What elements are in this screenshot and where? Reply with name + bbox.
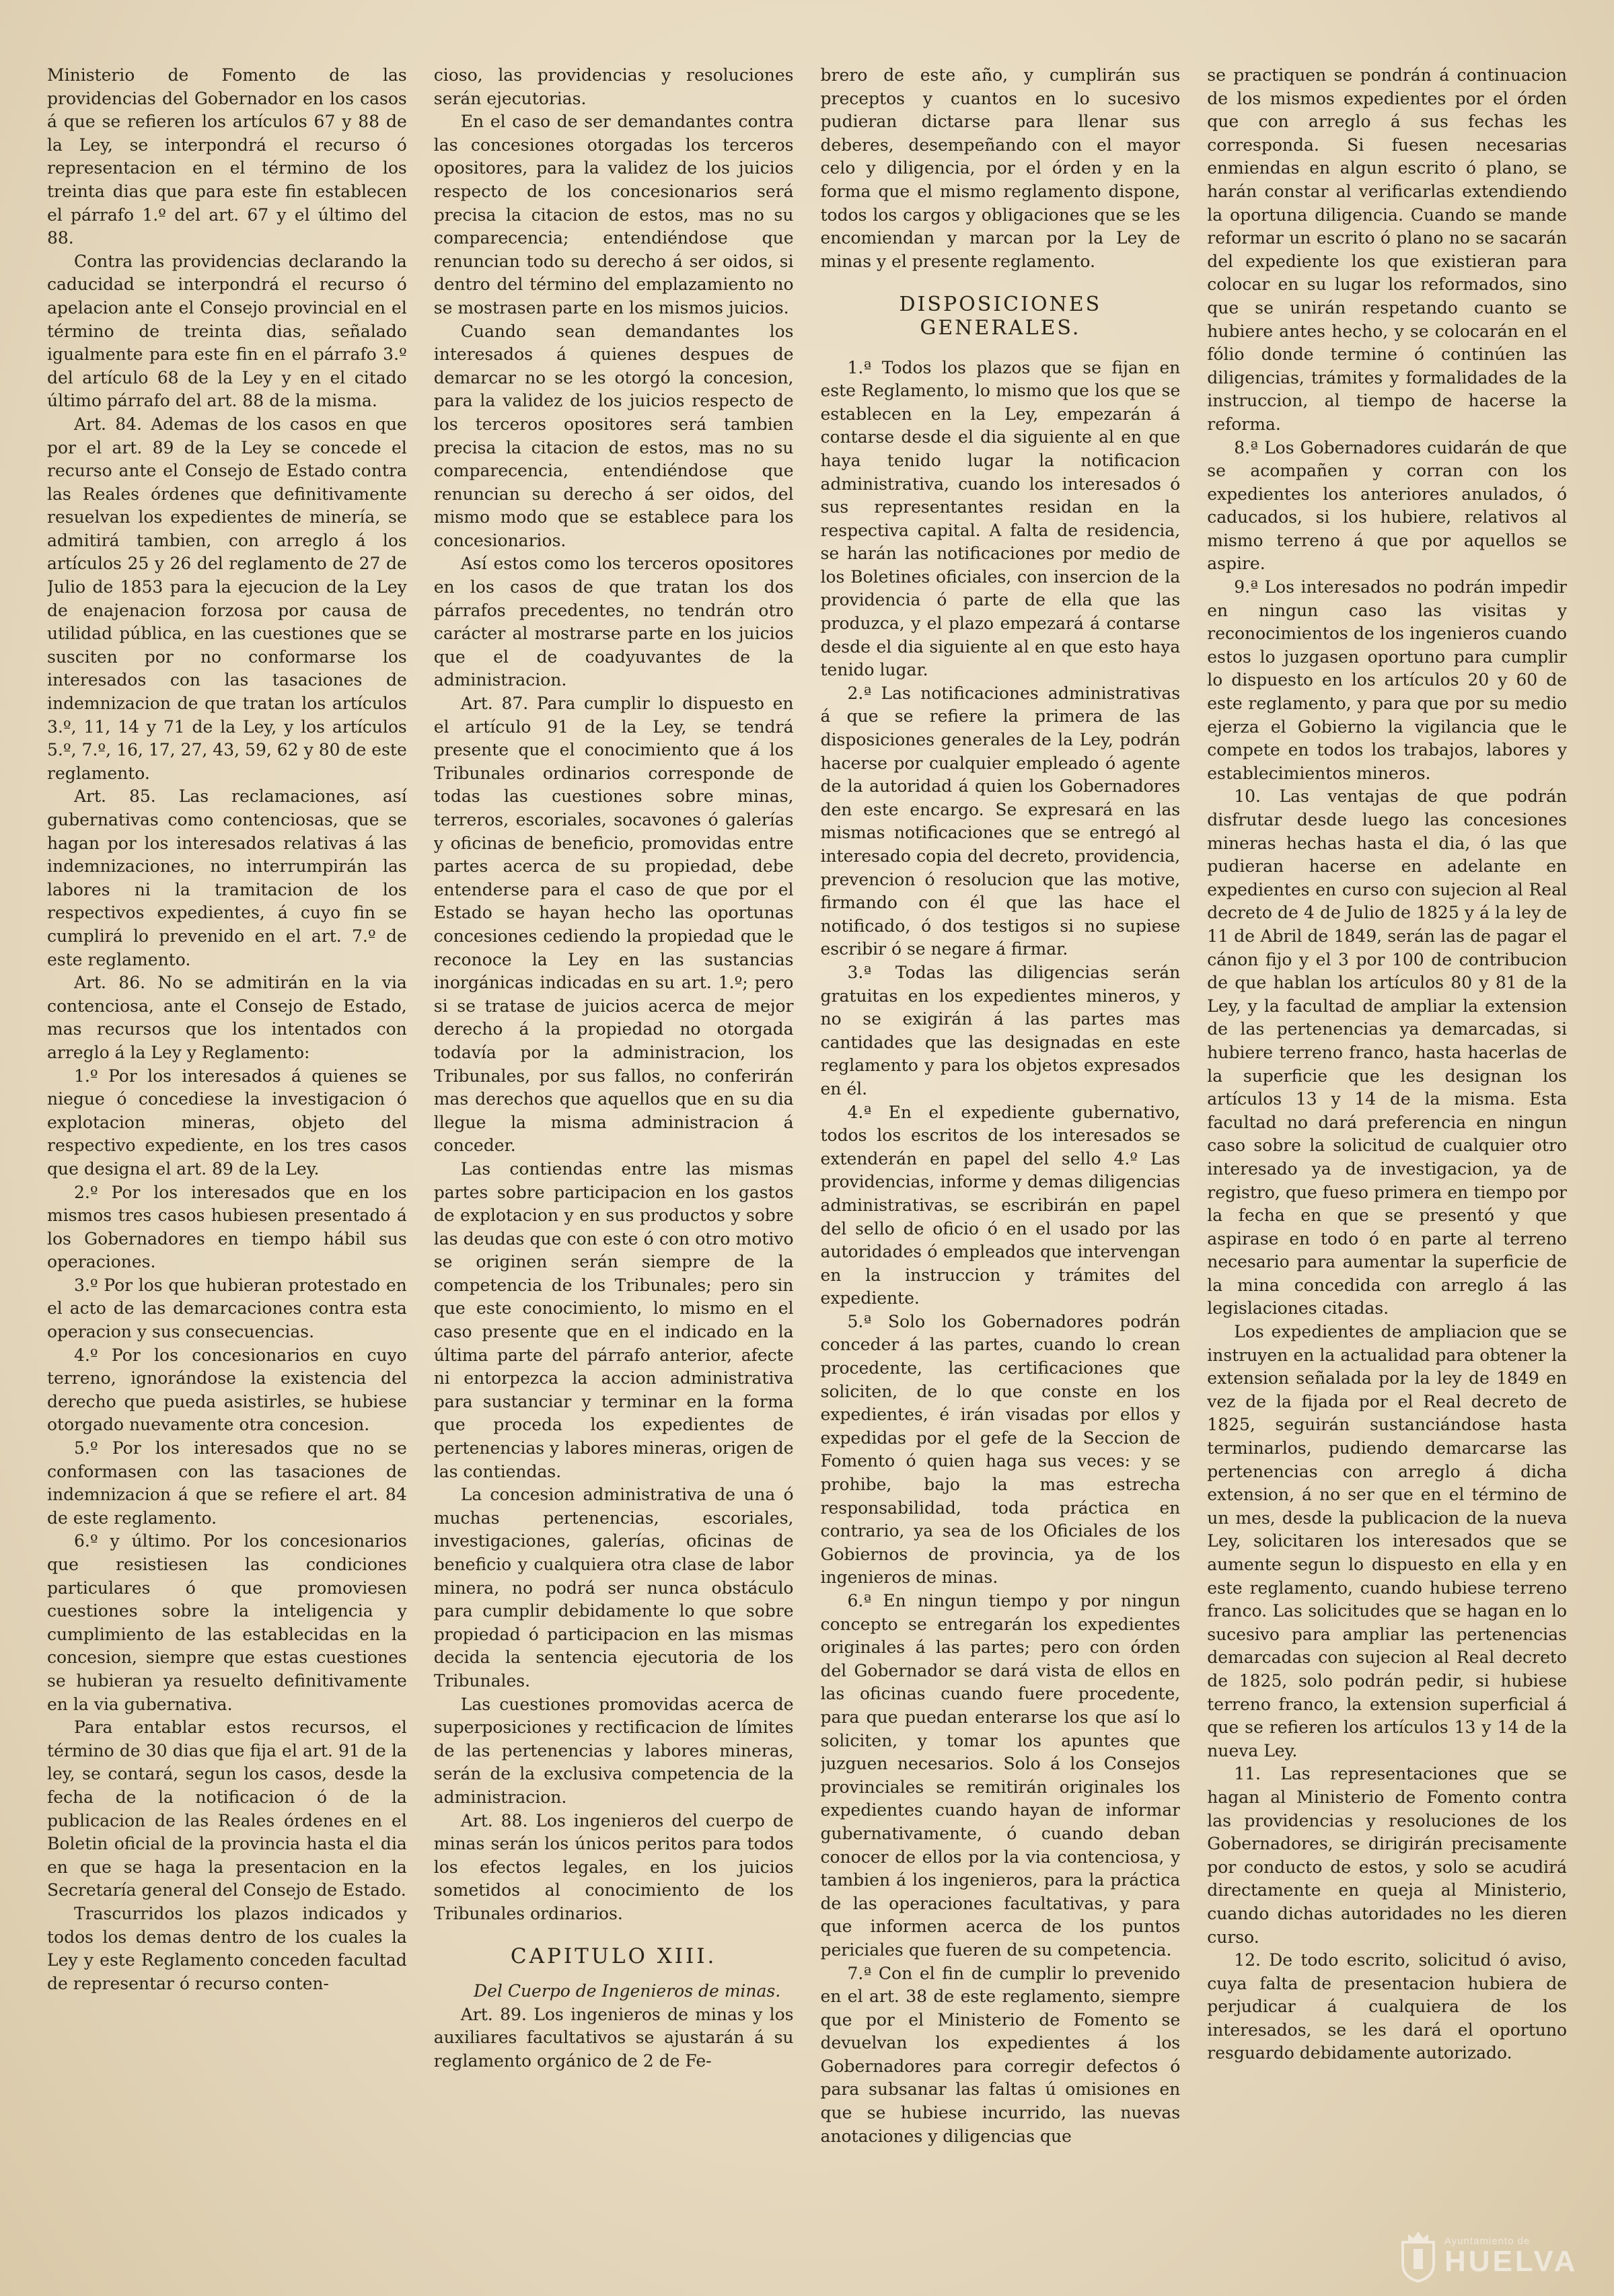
chapter-heading: CAPITULO XIII. xyxy=(510,1943,717,1968)
provision-3: 3.ª Todas las diligencias serán gratuitas en los expedientes mineros, y no se exigirán á las partes mas cantidades que las designadas en este reglamento y para los objetos expresados en él. xyxy=(820,962,1181,1099)
paragraph: cioso, las providencias y resoluciones serán ejecutorias. xyxy=(433,65,794,108)
provision-11: 11. Las representaciones que se hagan al Ministerio de Fomento contra las providencias y resoluciones de los Gobernadores, se dirigirán precisamente por conducto de estos, y solo se acudirá directamente en queja al Ministerio, cuando dichas autoridades no les dieren curso. xyxy=(1207,1764,1567,1947)
column-3 xyxy=(821,64,1181,2256)
paragraph: En el caso de ser demandantes contra las concesiones otorgadas los terceros opositores, para la validez de los juicios respecto de los concesionarios será precisa la citacion de estos, mas no su comparecencia; entendiéndose que renuncian todo su derecho á ser oidos, si dentro del término del emplazamiento no se mostrasen parte en los mismos juicios. xyxy=(433,112,794,318)
provision-5: 5.ª Solo los Gobernadores podrán conceder á las partes, cuando lo crean procedente, las certificaciones que soliciten, de lo que conste en los expedientes, é irán visadas por ellos y expedidas por el gefe de la Seccion de Fomento ó quien haga sus veces: y se prohibe, bajo la mas estrecha responsabilidad, toda práctica en contrario, ya sea de los Oficiales de los Gobiernos de provincia, ya de los ingenieros de minas. xyxy=(820,1311,1181,1588)
section-heading: DISPOSICIONES GENERALES. xyxy=(899,293,1102,340)
list-item: 3.º Por los que hubieran protestado en el acto de las demarcaciones contra esta operacion y sus consecuencias. xyxy=(47,1275,407,1342)
list-item: 2.º Por los interesados que en los mismos tres casos hubiesen presentado á los Gobernadores en tiempo hábil sus operaciones. xyxy=(47,1182,407,1272)
paragraph: brero de este año, y cumplirán sus preceptos y cuantos en lo sucesivo pudieran dictarse para llenar sus deberes, desempeñando con el mayor celo y diligencia, por el órden y en la forma que el mismo reglamento dispone, todos los cargos y obligaciones que se les encomiendan y marcan por la Ley de minas y el presente reglamento. xyxy=(820,65,1181,271)
provision-4: 4.ª En el expediente gubernativo, todos los escritos de los interesados se extenderán en papel del sello 4.º Las providencias, informe y demas diligencias administrativas, se escribirán en papel del sello de oficio ó en el usado por las autoridades ó empleados que intervengan en la instruccion y trámites del expediente. xyxy=(820,1102,1181,1308)
watermark-text xyxy=(1444,2235,1578,2276)
huelva-watermark xyxy=(1399,2225,1601,2287)
article-86: Art. 86. No se admitirán en la via contenciosa, ante el Consejo de Estado, mas recursos que los intentados con arreglo á la Ley y Reglamento: xyxy=(47,973,407,1062)
provision-9: 9.ª Los interesados no podrán impedir en ningun caso las visitas y reconocimientos de los ingenieros cuando estos lo juzgasen oportuno para cumplir lo dispuesto en los artículos 20 y 60 de este reglamento, y para que por su medio ejerza el Gobierno la vigilancia que le compete en todos los trabajos, labores y establecimientos mineros. xyxy=(1207,577,1567,783)
provision-10: 10. Las ventajas de que podrán disfrutar desde luego las concesiones mineras hechas hasta el dia, ó las que pudieran hacerse en adelante en expedientes en curso con sujecion al Real decreto de 4 de Julio de 1825 y á la ley de 11 de Abril de 1849, serán las de pagar el cánon fijo y el 3 por 100 de contribucion de que hablan los artículos 80 y 81 de la Ley, y la facultad de ampliar la extension de las pertenencias ya demarcadas, si hubiere terreno franco, hasta hacerlas de la superficie que les designan los artículos 13 y 14 de la misma. Esta facultad no dará preferencia en ningun caso sobre la solicitud de cualquier otro interesado ya de investigacion, ya de registro, que fueso primera en tiempo por la fecha en que se presentó y que aspirase en todo ó en parte al terreno necesario para aumentar la superficie de la mina concedida con arreglo á las legislaciones citadas. xyxy=(1207,786,1567,1319)
provision-2: 2.ª Las notificaciones administrativas á que se refiere la primera de las disposiciones generales de la Ley, podrán hacerse por cualquier empleado ó agente de la autoridad á quien los Gobernadores den este encargo. Se expresará en las mismas notificaciones que se entregó al interesado copia del decreto, providencia, prevencion ó resolucion que las motive, firmando con él que las hace el notificado, ó dos testigos si no supiese escribir ó se negare á firmar. xyxy=(820,683,1181,959)
chapter-subtitle: Del Cuerpo de Ingenieros de minas. xyxy=(474,1981,781,2001)
article-88: Art. 88. Los ingenieros del cuerpo de minas serán los únicos peritos para todos los efectos legales, en los juicios sometidos al conocimiento de los Tribunales ordinarios. xyxy=(433,1810,794,1923)
paragraph: se practiquen se pondrán á continuacion de los mismos expedientes por el órden que con arreglo á sus fechas les corresponda. Si fuesen necesarias enmiendas en algun escrito ó plano, se harán constar al verificarlas extendiendo la oportuna diligencia. Cuando se mande reformar un escrito ó plano no se sacarán del expediente los que existieran para colocar en su lugar los reformados, sino que se unirán respetando cuanto se hubiere antes hecho, y se colocarán en el fólio donde termine ó continúen las diligencias, trámites y formalidades de la instruccion, al tiempo de hacerse la reforma. xyxy=(1207,65,1567,434)
paragraph: Trascurridos los plazos indicados y todos los demas dentro de los cuales la Ley y este Reglamento conceden facultad de representar ó recurso conten- xyxy=(47,1903,407,1993)
list-item: 4.º Por los concesionarios en cuyo terreno, ignorándose la existencia del derecho que pueda asistirles, se hubiese otorgado nuevamente otra concesion. xyxy=(47,1345,407,1435)
text-columns xyxy=(47,64,1567,2256)
paragraph: Ministerio de Fomento de las providencias del Gobernador en los casos á que se refieren los artículos 67 y 88 de la Ley, se interpondrá el recurso ó representacion en el término de los treinta dias que para este fin establecen el párrafo 1.º del art. 67 y el último del 88. xyxy=(47,65,407,248)
provision-6: 6.ª En ningun tiempo y por ningun concepto se entregarán los expedientes originales á las partes; pero con órden del Gobernador se dará vista de ellos en las oficinas cuando fuere procedente, para que puedan enterarse los que así lo soliciten, y tomar los apuntes que juzguen necesarios. Solo á los Consejos provinciales se remitirán originales los expedientes cuando hayan de informar gubernativamente, ó cuando deban conocer de ellos por la via contenciosa, y tambien á los ingenieros, para la práctica de las operaciones facultativas, y para que informen acerca de los puntos periciales que fueren de su competencia. xyxy=(820,1591,1181,1960)
huelva-crest-icon xyxy=(1399,2229,1438,2283)
paragraph: Cuando sean demandantes los interesados á quienes despues de demarcar no se les otorgó la concesion, para la validez de los juicios respecto de los terceros opositores será tambien precisa la citacion de estos, mas no su comparecencia, entendiéndose que renuncian su derecho á ser oidos, del mismo modo que se establece para los concesionarios. xyxy=(433,321,794,550)
paragraph: Contra las providencias declarando la caducidad se interpondrá el recurso ó apelacion ante el Consejo provincial en el término de treinta dias, señalado igualmente para este fin en el párrafo 3.º del artículo 68 de la Ley y en el citado último párrafo del art. 88 de la misma. xyxy=(47,251,407,411)
watermark-top: Ayuntamiento de xyxy=(1444,2235,1531,2247)
list-item: 1.º Por los interesados á quienes se niegue ó concediese la investigacion ó explotacion mineras, objeto del respectivo expediente, en los tres casos que designa el art. 89 de la Ley. xyxy=(47,1066,407,1179)
column-2 xyxy=(434,64,794,2256)
paragraph: Para entablar estos recursos, el término de 30 dias que fija el art. 91 de la ley, se contará, segun los casos, desde la fecha de la notificacion ó de la publicacion de las Reales órdenes en el Boletin oficial de la provincia hasta el dia en que se haga la presentacion en la Secretaría general del Consejo de Estado. xyxy=(47,1717,407,1900)
article-85: Art. 85. Las reclamaciones, así gubernativas como contenciosas, que se hagan por los interesados relativas á las indemnizaciones, no interrumpirán las labores ni la tramitacion de los respectivos expedientes, á cuyo fin se cumplirá lo prevenido en el art. 7.º de este reglamento. xyxy=(47,786,407,969)
watermark-name: HUELVA xyxy=(1444,2244,1578,2278)
paragraph: Las cuestiones promovidas acerca de superposiciones y rectificacion de límites de las pertenencias y labores mineras, serán de la exclusiva competencia de la administracion. xyxy=(433,1694,794,1807)
paragraph: La concesion administrativa de una ó muchas pertenencias, escoriales, investigaciones, galerías, oficinas de beneficio y cualquiera otra clase de labor minera, no podrá ser nunca obstáculo para cumplir debidamente lo que sobre propiedad ó participacion en las mismas decida la sentencia ejecutoria de los Tribunales. xyxy=(433,1485,794,1691)
article-87: Art. 87. Para cumplir lo dispuesto en el artículo 91 de la Ley, se tendrá presente que el conocimiento que á los Tribunales ordinarios corresponde de todas las cuestiones sobre minas, terreros, escoriales, socavones ó galerías y oficinas de beneficio, promovidas entre partes acerca de su propiedad, debe entenderse para el caso de que por el Estado se hayan hecho las oportunas concesiones cediendo la propiedad que le reconoce la Ley en las sustancias inorgánicas indicadas en su art. 1.º; pero si se tratase de juicios acerca de mejor derecho á la propiedad no otorgada todavía por la administracion, los Tribunales, por sus fallos, no conferirán mas derechos que aquellos que en su dia llegue la misma administracion á conceder. xyxy=(433,694,794,1156)
provision-12: 12. De todo escrito, solicitud ó aviso, cuya falta de presentacion hubiera de perjudicar á cualquiera de los interesados, se les dará el oportuno resguardo debidamente autorizado. xyxy=(1207,1950,1567,2063)
article-84: Art. 84. Ademas de los casos en que por el art. 89 de la Ley se concede el recurso ante el Consejo de Estado contra las Reales órdenes que definitivamente resuelvan los expedientes de minería, se admitirá tambien, con arreglo á los artículos 25 y 26 del reglamento de 27 de Julio de 1853 para la ejecucion de la Ley de enajenacion forzosa por causa de utilidad pública, en las cuestiones que se susciten por no conformarse los interesados con las tasaciones de indemnizacion de que tratan los artículos 3.º, 11, 14 y 71 de la Ley, y los artículos 5.º, 7.º, 16, 17, 27, 43, 59, 62 y 80 de este reglamento. xyxy=(47,414,407,783)
paragraph: Así estos como los terceros opositores en los casos de que tratan los dos párrafos precedentes, no tendrán otro carácter al mostrarse parte en los juicios que el de coadyuvantes de la administracion. xyxy=(433,554,794,690)
provision-8: 8.ª Los Gobernadores cuidarán de que se acompañen y corran con los expedientes los anteriores anulados, ó caducados, si los hubiere, relativos al mismo terreno á que por aquellos se aspire. xyxy=(1207,437,1567,574)
provision-7: 7.ª Con el fin de cumplir lo prevenido en el art. 38 de este reglamento, siempre que por el Ministerio de Fomento se devuelvan los expedientes á los Gobernadores para corregir defectos ó para subsanar las faltas ú omisiones en que se hubiese incurrido, las nuevas anotaciones y diligencias que xyxy=(820,1963,1181,2146)
list-item: 6.º y último. Por los concesionarios que resistiesen las condiciones particulares ó que promoviesen cuestiones sobre la inteligencia y cumplimiento de las establecidas en la concesion, siempre que estas cuestiones se hubieran ya resuelto definitivamente en la via gubernativa. xyxy=(47,1531,407,1714)
list-item: 5.º Por los interesados que no se conformasen con las tasaciones de indemnizacion á que se refiere el art. 84 de este reglamento. xyxy=(47,1438,407,1528)
paragraph: Las contiendas entre las mismas partes sobre participacion en los gastos de explotacion y en sus productos y sobre las deudas que con este ó con otro motivo se originen serán siempre de la competencia de los Tribunales; pero sin que este conocimiento, lo mismo en el caso presente que en el indicado en la última parte del párrafo anterior, afecte ni entorpezca la accion administrativa para sustanciar y terminar en la forma que proceda los expedientes de pertenencias y labores mineras, origen de las contiendas. xyxy=(433,1158,794,1481)
paragraph: Los expedientes de ampliacion que se instruyen en la actualidad para obtener la extension señalada por la ley de 1849 en vez de la fijada por el Real decreto de 1825, seguirán sustanciándose hasta terminarlos, pudiendo demarcarse las pertenencias con arreglo á dicha extension, á no ser que en el término de un mes, desde la publicacion de la nueva Ley, solicitaren los interesados que se aumente segun lo dispuesto en ella y en este reglamento, cuando hubiese terreno franco. Las solicitudes que se hagan en lo sucesivo para ampliar las pertenencias demarcadas con sujecion al Real decreto de 1825, solo podrán pedir, si hubiese terreno franco, la extension superficial á que se refieren los artículos 13 y 14 de la nueva Ley. xyxy=(1207,1322,1567,1761)
column-4 xyxy=(1207,64,1567,2256)
column-1 xyxy=(47,64,407,2256)
article-89: Art. 89. Los ingenieros de minas y los auxiliares facultativos se ajustarán á su reglamento orgánico de 2 de Fe- xyxy=(433,2004,794,2071)
provision-1: 1.ª Todos los plazos que se fijan en este Reglamento, lo mismo que los que se establecen en la Ley, empezarán á contarse desde el dia siguiente al en que haya tenido lugar la notificacion administrativa, cuando los interesados ó sus representantes residan en la respectiva capital. A falta de residencia, se harán las notificaciones por medio de los Boletines oficiales, con insercion de la providencia ó parte de ella que las produzca, y el plazo empezará á contarse desde el dia siguiente al en que esto haya tenido lugar. xyxy=(820,357,1181,680)
